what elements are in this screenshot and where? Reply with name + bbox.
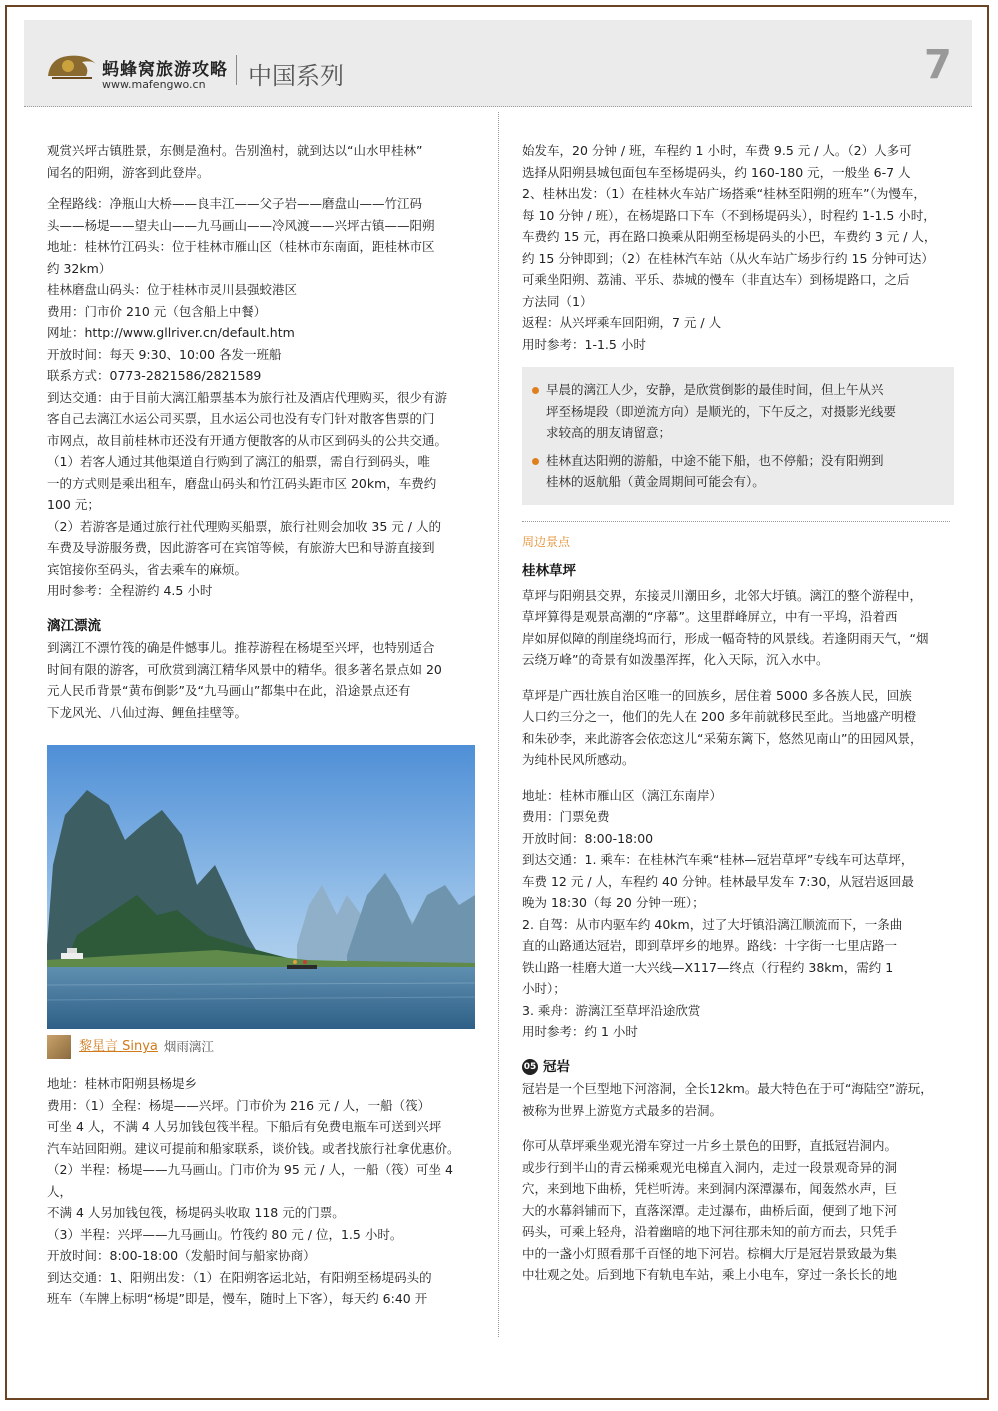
lijiang-photo [47, 745, 475, 1029]
text-line: 穴，来到地下曲桥，凭栏听涛。来到洞内深潭瀑布，闻轰然水声，巨 [522, 1181, 898, 1196]
text-line: 开放时间：8:00-18:00（发船时间与船家协商） [47, 1248, 316, 1263]
text-line: 冠岩是一个巨型地下河溶洞，全长12km。最大特色在于可“海陆空”游玩， [522, 1081, 933, 1096]
tip-item [546, 379, 940, 444]
right-column [522, 140, 954, 1286]
text-line: 桂林磨盘山码头：位于桂林市灵川县强蛟港区 [47, 282, 298, 297]
lijiang-cruise-info [47, 193, 477, 602]
text-line: 桂林直达阳朔的游船，中途不能下船，也不停船；没有阳朔到 [546, 452, 884, 468]
mafengwo-logo-icon [46, 52, 98, 82]
text-line: 选择从阳朔县城包面包车至杨堤码头，约 160-180 元，一般坐 6-7 人 [522, 164, 911, 180]
caoping-paragraph-1 [522, 585, 954, 671]
rafting-paragraph [47, 637, 477, 723]
text-line: 到达交通：1、阳朔出发：（1）在阳朔客运北站，有阳朔至杨堤码头的 [47, 1269, 432, 1285]
section-divider [522, 521, 950, 522]
text-line: 2. 自驾：从市内驱车约 40km，过了大圩镇沿漓江顺流而下，一条曲 [522, 916, 903, 932]
text-line: 100 元； [47, 497, 100, 512]
text-line: 或步行到半山的青云梯乘观光电梯直入洞内，走过一段景观奇异的洞 [522, 1159, 898, 1175]
text-line: 开放时间：每天 9:30、10:00 各发一班船 [47, 346, 282, 362]
text-line: 始发车，20 分钟 / 班，车程约 1 小时，车费 9.5 元 / 人。（2）人多可 [522, 143, 912, 158]
rafting-info [47, 1073, 477, 1310]
text-line: 地址：桂林市雁山区（漓江东南岸） [522, 787, 723, 803]
text-line: 每 10 分钟 / 班），在杨堤路口下车（不到杨堤码头），时程约 1-1.5 小时， [522, 207, 936, 223]
text-line: （2）半程：杨堤——九马画山。门市价为 95 元 / 人，一船（筏）可坐 4 人， [47, 1162, 453, 1199]
text-line: 费用：门票免费 [522, 809, 610, 824]
text-line: 费用：（1）全程：杨堤——兴坪。门市价为 216 元 / 人，一船（筏） [47, 1097, 431, 1113]
column-divider [498, 112, 499, 1337]
text-line: 云绕万峰”的奇景有如泼墨浑挥，化入天际，沉入水中。 [522, 652, 829, 667]
section-number-badge: 05 [522, 1059, 538, 1075]
header-separator [236, 55, 237, 85]
nearby-label: 周边景点 [522, 534, 571, 549]
text-line: （3）半程：兴坪——九马画山。竹筏约 80 元 / 位，1.5 小时。 [47, 1226, 403, 1242]
transport-continued [522, 140, 954, 355]
text-line: 铁山路一桂磨大道一大兴线—X117—终点（行程约 38km，需约 1 [522, 959, 894, 975]
text-line: 和朱砂李，来此游客会依恋这儿“采菊东篱下，悠然见南山”的田园风景， [522, 730, 923, 746]
text-line: 方法同（1） [522, 293, 593, 309]
text-line: 中壮观之处。后到地下有轨电车站，乘上小电车，穿过一条长长的地 [522, 1267, 898, 1282]
text-line: 用时参考：1-1.5 小时 [522, 336, 646, 352]
text-line: 费用：门市价 210 元（包含船上中餐） [47, 303, 267, 319]
text-line: 岸如屏似障的削崖绕坞而行，形成一幅奇特的风景线。若逢阴雨天气，“烟 [522, 630, 929, 646]
author-link[interactable]: 黎星言 Sinya [79, 1039, 158, 1055]
text-line: 3. 乘舟：游漓江至草坪沿途欣赏 [522, 1002, 701, 1018]
text-line: 宾馆接你至码头，省去乘车的麻烦。 [47, 561, 248, 577]
caption-text: 烟雨漓江 [163, 1039, 214, 1055]
text-line: 直的山路通达冠岩，即到草坪乡的地界。路线：十字街一七里店路一 [522, 938, 898, 953]
text-line: 车费及导游服务费，因此游客可在宾馆等候，有旅游大巴和导游直接到 [47, 540, 435, 555]
author-avatar[interactable] [47, 1035, 71, 1059]
text-line: 约 32km） [47, 260, 112, 276]
text-line: 客自己去漓江水运公司买票，且水运公司也没有专门针对散客售票的门 [47, 411, 435, 426]
text-line: 车费 12 元 / 人，车程约 40 分钟。桂林最早发车 7:30，从冠岩返回最 [522, 873, 914, 889]
caoping-title: 桂林草坪 [522, 563, 576, 579]
text-line: 车费约 15 元，再在路口换乘从阳朔至杨堤码头的小巴，车费约 3 元 / 人， [522, 229, 937, 244]
text-line: 到达交通：由于目前大漓江船票基本为旅行社及酒店代理购买，很少有游 [47, 389, 448, 405]
brand-name: 蚂蜂窝旅游攻略 [102, 60, 228, 80]
rafting-title: 漓江漂流 [47, 617, 101, 634]
text-line: 网址：http://www.gllriver.cn/default.htm [47, 325, 295, 340]
text-line: 开放时间：8:00-18:00 [522, 830, 654, 846]
text-line: 地址：桂林市阳朔县杨堤乡 [47, 1076, 198, 1091]
caoping-info [522, 785, 954, 1043]
text-line: 中的一盏小灯照看那千百怪的地下河岩。棕榈大厅是冠岩景致最为集 [522, 1245, 898, 1261]
text-line: 闻名的阳朔，游客到此登岸。 [47, 164, 210, 180]
text-line: 汽车站回阳朔。建议可提前和船家联系，谈价钱。或者找旅行社拿优惠价。 [47, 1140, 460, 1156]
text-line: 头——杨堤——望夫山——九马画山——冷风渡——兴坪古镇——阳朔 [47, 217, 435, 233]
text-line: 晚为 18:30（每 20 分钟一班）； [522, 895, 705, 910]
guanyan-title: 冠岩 [543, 1058, 570, 1075]
text-line: 桂林的返航船（黄金周期间可能会有）。 [546, 474, 765, 489]
brand-url: www.mafengwo.cn [102, 78, 206, 91]
page-header [24, 20, 972, 107]
photo-caption [47, 1035, 477, 1059]
text-line: 被称为世界上游览方式最多的岩洞。 [522, 1102, 723, 1118]
text-line: 市网点，故目前桂林市还没有开通方便散客的从市区到码头的公共交通。 [47, 432, 448, 448]
page-number: 7 [924, 42, 952, 88]
text-line: 不满 4 人另加钱包筏，杨堤码头收取 118 元的门票。 [47, 1205, 345, 1220]
text-line: 联系方式：0773-2821586/2821589 [47, 368, 262, 383]
text-line: 下龙风光、八仙过海、鲤鱼挂壁等。 [47, 704, 248, 720]
text-line: 草坪是广西壮族自治区唯一的回族乡，居住着 5000 多各族人民，回族 [522, 687, 912, 703]
text-line: 2、桂林出发：（1）在桂林火车站广场搭乘“桂林至阳朔的班车”（为慢车， [522, 186, 926, 201]
caoping-paragraph-2 [522, 685, 954, 771]
text-line: 坪至杨堤段（即逆流方向）是顺光的，下午反之，对摄影光线要 [546, 403, 897, 419]
text-line: 你可从草坪乘坐观光滑车穿过一片乡土景色的田野，直抵冠岩洞内。 [522, 1138, 898, 1153]
text-line: 用时参考：约 1 小时 [522, 1024, 638, 1039]
text-line: 地址：桂林竹江码头：位于桂林市雁山区（桂林市东南面，距桂林市区 [47, 239, 435, 254]
text-line: 时间有限的游客，可欣赏到漓江精华风景中的精华。很多著名景点如 20 [47, 661, 442, 677]
text-line: （1）若客人通过其他渠道自行购到了漓江的船票，需自行到码头，唯 [47, 454, 430, 469]
text-line: 全程路线：净瓶山大桥——良丰江——父子岩——磨盘山——竹江码 [47, 196, 423, 211]
guanyan-paragraph-2 [522, 1135, 954, 1286]
text-line: 班车（车牌上标明“杨堤”即是，慢车，随时上下客），每天约 6:40 开 [47, 1291, 428, 1306]
series-title: 中国系列 [248, 62, 344, 90]
tip-item [546, 450, 940, 493]
text-line: 码头，可乘上轻舟，沿着幽暗的地下河往那未知的前方而去，只凭手 [522, 1224, 898, 1239]
text-line: 草坪算得是观景高潮的“序幕”。这里群峰屏立，中有一平坞，沿着西 [522, 609, 898, 624]
text-line: 早晨的漓江人少，安静，是欣赏倒影的最佳时间，但上午从兴 [546, 382, 884, 397]
text-line: 草坪与阳朔县交界，东接灵川潮田乡，北邻大圩镇。漓江的整个游程中， [522, 587, 923, 603]
karst-landscape-image [47, 745, 475, 1029]
tips-box [522, 367, 954, 505]
text-line: 到达交通：1. 乘车：在桂林汽车乘“桂林—冠岩草坪”专线车可达草坪， [522, 852, 914, 867]
text-line: 一的方式则是乘出租车，磨盘山码头和竹江码头距市区 20km，车费约 [47, 475, 437, 491]
text-line: 可乘坐阳朔、荔浦、平乐、恭城的慢车（非直达车）到杨堤路口，之后 [522, 272, 910, 287]
left-column [47, 140, 477, 1310]
text-line: 求较高的朋友请留意； [546, 425, 672, 440]
guanyan-paragraph-1 [522, 1078, 954, 1121]
text-line: 为纯朴民风所感动。 [522, 752, 635, 767]
text-line: 观赏兴坪古镇胜景，东侧是渔村。告别渔村，就到达以“山水甲桂林” [47, 143, 423, 158]
text-line: 到漓江不漂竹筏的确是件憾事儿。推荐游程在杨堤至兴坪，也特别适合 [47, 640, 435, 655]
text-line: 大的水幕斜铺而下，直落深潭。走过瀑布，曲桥后面，便到了地下河 [522, 1202, 898, 1218]
text-line: 元人民币背景“黄布倒影”及“九马画山”都集中在此，沿途景点还有 [47, 683, 411, 698]
text-line: 可坐 4 人，不满 4 人另加钱包筏半程。下船后有免费电瓶车可送到兴坪 [47, 1119, 442, 1134]
text-line: 小时）； [522, 981, 566, 996]
text-line: 约 15 分钟即到；（2）在桂林汽车站（从火车站广场步行约 15 分钟可达） [522, 250, 934, 266]
text-line: （2）若游客是通过旅行社代理购买船票，旅行社则会加收 35 元 / 人的 [47, 518, 441, 534]
text-line: 用时参考：全程游约 4.5 小时 [47, 583, 213, 598]
guanyan-heading [522, 1057, 954, 1079]
text-line: 人口约三分之一，他们的先人在 200 多年前就移民至此。当地盛产明橙 [522, 709, 917, 724]
intro-paragraph [47, 140, 477, 183]
text-line: 返程：从兴坪乘车回阳朔，7 元 / 人 [522, 315, 722, 330]
